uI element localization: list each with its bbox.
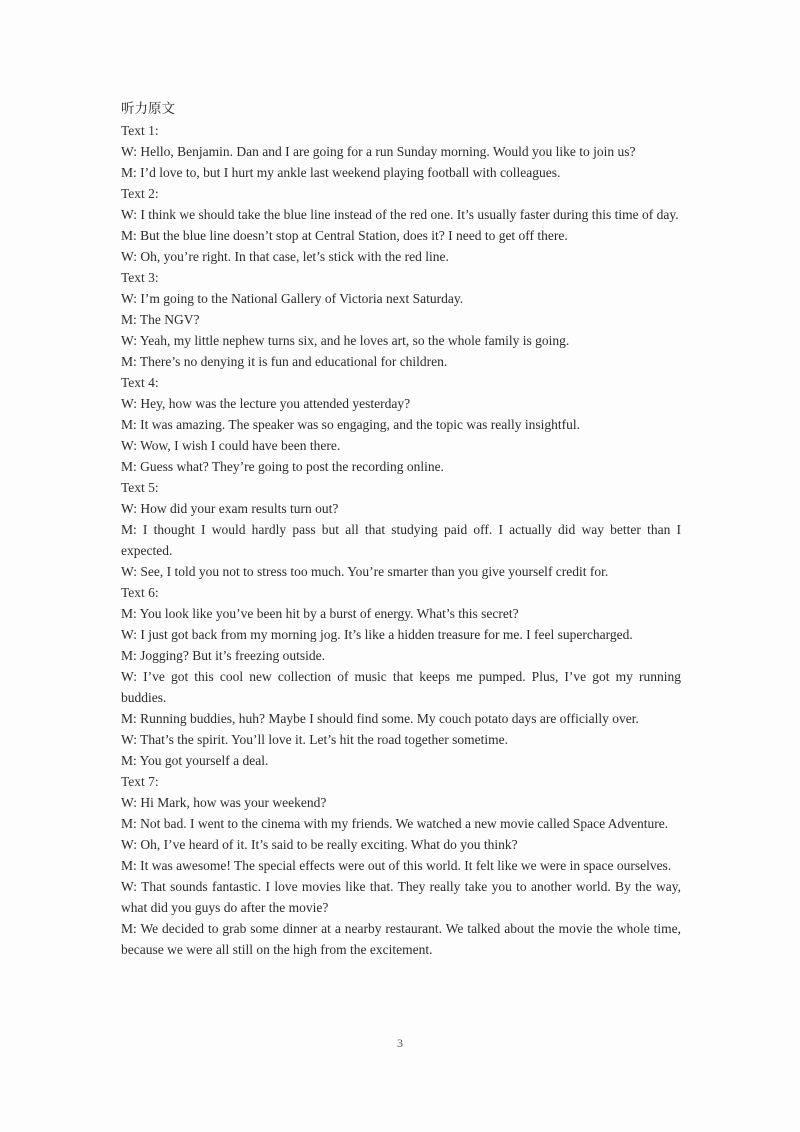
dialogue-line: W: That’s the spirit. You’ll love it. Let’s hit the road together sometime. <box>121 732 508 747</box>
section-heading: Text 3: <box>121 270 159 285</box>
dialogue-line: M: There’s no denying it is fun and educational for children. <box>121 354 448 369</box>
dialogue-line: M: We decided to grab some dinner at a nearby restaurant. We talked about the movie the whole time, because we were all still on the high from the excitement. <box>121 921 681 957</box>
dialogue-line: M: You got yourself a deal. <box>121 753 269 768</box>
dialogue-line: M: I’d love to, but I hurt my ankle last weekend playing football with colleagues. <box>121 165 561 180</box>
transcript-lines <box>121 120 681 960</box>
dialogue-line: W: Yeah, my little nephew turns six, and he loves art, so the whole family is going. <box>121 333 570 348</box>
section-heading: Text 7: <box>121 774 159 789</box>
transcript-body <box>121 99 681 960</box>
dialogue-line: W: Hey, how was the lecture you attended yesterday? <box>121 396 411 411</box>
dialogue-line: W: I just got back from my morning jog. It’s like a hidden treasure for me. I feel supercharged. <box>121 627 633 642</box>
dialogue-line: W: Oh, I’ve heard of it. It’s said to be really exciting. What do you think? <box>121 837 518 852</box>
section-heading: Text 2: <box>121 186 159 201</box>
dialogue-line: M: But the blue line doesn’t stop at Central Station, does it? I need to get off there. <box>121 228 568 243</box>
dialogue-line: W: Oh, you’re right. In that case, let’s stick with the red line. <box>121 249 449 264</box>
dialogue-line: M: It was amazing. The speaker was so engaging, and the topic was really insightful. <box>121 417 581 432</box>
dialogue-line: W: I’ve got this cool new collection of music that keeps me pumped. Plus, I’ve got my running buddies. <box>121 669 681 705</box>
page-title: 听力原文 <box>121 101 175 117</box>
dialogue-line: M: The NGV? <box>121 312 200 327</box>
dialogue-line: W: That sounds fantastic. I love movies like that. They really take you to another world. By the way, what did you guys do after the movie? <box>121 879 681 915</box>
section-heading: Text 5: <box>121 480 159 495</box>
dialogue-line: W: Hello, Benjamin. Dan and I are going for a run Sunday morning. Would you like to join us? <box>121 144 636 159</box>
dialogue-line: W: See, I told you not to stress too much. You’re smarter than you give yourself credit for. <box>121 564 609 579</box>
dialogue-line: M: Not bad. I went to the cinema with my friends. We watched a new movie called Space Adventure. <box>121 816 669 831</box>
dialogue-line: M: Running buddies, huh? Maybe I should find some. My couch potato days are officially over. <box>121 711 639 726</box>
dialogue-line: W: Wow, I wish I could have been there. <box>121 438 341 453</box>
dialogue-line: M: It was awesome! The special effects were out of this world. It felt like we were in space ourselves. <box>121 858 672 873</box>
section-heading: Text 4: <box>121 375 159 390</box>
dialogue-line: W: Hi Mark, how was your weekend? <box>121 795 327 810</box>
dialogue-line: M: Guess what? They’re going to post the recording online. <box>121 459 444 474</box>
dialogue-line: W: I think we should take the blue line instead of the red one. It’s usually faster during this time of day. <box>121 207 679 222</box>
dialogue-line: M: You look like you’ve been hit by a burst of energy. What’s this secret? <box>121 606 519 621</box>
dialogue-line: M: Jogging? But it’s freezing outside. <box>121 648 325 663</box>
dialogue-line: W: How did your exam results turn out? <box>121 501 339 516</box>
section-heading: Text 6: <box>121 585 159 600</box>
section-heading: Text 1: <box>121 123 159 138</box>
page-number: 3 <box>397 1036 403 1050</box>
dialogue-line: M: I thought I would hardly pass but all that studying paid off. I actually did way better than I expected. <box>121 522 681 558</box>
dialogue-line: W: I’m going to the National Gallery of Victoria next Saturday. <box>121 291 464 306</box>
